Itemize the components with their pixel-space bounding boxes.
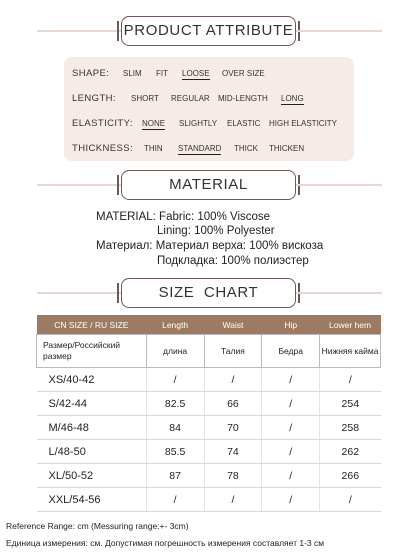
column-header: Length bbox=[146, 315, 204, 335]
attribute-option: SLIGHTLY bbox=[179, 119, 218, 128]
waist-cell: / bbox=[204, 368, 262, 392]
section-title: PRODUCT ATTRIBUTE bbox=[121, 16, 296, 46]
material-header bbox=[0, 168, 416, 202]
length-cell: / bbox=[146, 368, 204, 392]
lower-hem-cell: 254 bbox=[320, 392, 381, 416]
material-line: Lining: 100% Polyester bbox=[157, 225, 275, 237]
attribute-option: ELASTIC bbox=[227, 119, 261, 128]
column-subheader: длина bbox=[146, 335, 204, 368]
column-subheader: Нижняя кайма bbox=[320, 335, 381, 368]
divider bbox=[37, 292, 121, 294]
length-cell: 85.5 bbox=[146, 440, 204, 464]
table-subheader-row bbox=[37, 335, 381, 368]
hip-cell: / bbox=[262, 392, 320, 416]
table-row bbox=[37, 392, 381, 416]
waist-cell: 78 bbox=[204, 464, 262, 488]
attribute-option: SLIM bbox=[123, 69, 142, 78]
column-header: Hip bbox=[262, 315, 320, 335]
size-chart-header bbox=[0, 276, 416, 310]
waist-cell: 66 bbox=[204, 392, 262, 416]
attribute-option: SHORT bbox=[131, 94, 159, 103]
attribute-option: THIN bbox=[144, 144, 163, 153]
divider bbox=[296, 184, 382, 186]
section-title: MATERIAL bbox=[121, 170, 296, 200]
size-table bbox=[36, 315, 381, 512]
table-row bbox=[37, 440, 381, 464]
lower-hem-cell: 258 bbox=[320, 416, 381, 440]
attribute-option: REGULAR bbox=[171, 94, 210, 103]
attribute-label: SHAPE: bbox=[72, 68, 110, 79]
hip-cell: / bbox=[262, 488, 320, 512]
attribute-option: FIT bbox=[156, 69, 168, 78]
attribute-option: OVER SIZE bbox=[222, 69, 265, 78]
attribute-option: THICK bbox=[234, 144, 258, 153]
column-subheader: Талия bbox=[204, 335, 262, 368]
attribute-option-selected: NONE bbox=[142, 119, 166, 128]
attribute-label: LENGTH: bbox=[72, 93, 116, 104]
waist-cell: 74 bbox=[204, 440, 262, 464]
length-cell: 82.5 bbox=[146, 392, 204, 416]
section-title: SIZE CHART bbox=[121, 278, 296, 308]
divider bbox=[296, 30, 382, 32]
divider bbox=[37, 30, 121, 32]
column-subheader: Размер/Российский размер bbox=[37, 335, 147, 368]
material-line: MATERIAL: Fabric: 100% Viscose bbox=[96, 211, 271, 223]
lower-hem-cell: / bbox=[320, 488, 381, 512]
hip-cell: / bbox=[262, 368, 320, 392]
reference-note: Reference Range: cm (Messuring range:+- 3cm) bbox=[6, 521, 189, 531]
table-row bbox=[37, 368, 381, 392]
size-cell: S/42-44 bbox=[37, 392, 147, 416]
attribute-label: ELASTICITY: bbox=[72, 118, 133, 129]
size-cell: M/46-48 bbox=[37, 416, 147, 440]
material-line: Материал: Материал верха: 100% вискоза bbox=[96, 240, 324, 252]
lower-hem-cell: 262 bbox=[320, 440, 381, 464]
size-cell: L/48-50 bbox=[37, 440, 147, 464]
divider bbox=[37, 184, 121, 186]
divider bbox=[296, 292, 382, 294]
column-header: Lower hem bbox=[320, 315, 381, 335]
attribute-label: THICKNESS: bbox=[72, 143, 134, 154]
column-header: Waist bbox=[204, 315, 262, 335]
reference-note-ru: Единица измерения: см. Допустимая погрешность измерения составляет 1-3 см bbox=[6, 538, 325, 548]
size-cell: XXL/54-56 bbox=[37, 488, 147, 512]
size-cell: XS/40-42 bbox=[37, 368, 147, 392]
table-row bbox=[37, 488, 381, 512]
column-subheader: Бедра bbox=[262, 335, 320, 368]
material-line: Подкладка: 100% полиэстер bbox=[157, 255, 309, 267]
table-row bbox=[37, 464, 381, 488]
length-cell: / bbox=[146, 488, 204, 512]
hip-cell: / bbox=[262, 464, 320, 488]
attribute-option: THICKEN bbox=[269, 144, 305, 153]
table-header-row bbox=[37, 315, 381, 335]
hip-cell: / bbox=[262, 416, 320, 440]
attribute-option: HIGH ELASTICITY bbox=[269, 119, 338, 128]
length-cell: 87 bbox=[146, 464, 204, 488]
length-cell: 84 bbox=[146, 416, 204, 440]
attribute-option: MID-LENGTH bbox=[218, 94, 268, 103]
attribute-option-selected: LONG bbox=[281, 94, 304, 103]
lower-hem-cell: / bbox=[320, 368, 381, 392]
attribute-option-selected: STANDARD bbox=[178, 144, 222, 153]
waist-cell: / bbox=[204, 488, 262, 512]
column-header: CN SIZE / RU SIZE bbox=[37, 315, 147, 335]
product-attribute-header bbox=[0, 14, 416, 48]
hip-cell: / bbox=[262, 440, 320, 464]
lower-hem-cell: 266 bbox=[320, 464, 381, 488]
size-cell: XL/50-52 bbox=[37, 464, 147, 488]
attribute-option-selected: LOOSE bbox=[182, 69, 210, 78]
waist-cell: 70 bbox=[204, 416, 262, 440]
table-row bbox=[37, 416, 381, 440]
